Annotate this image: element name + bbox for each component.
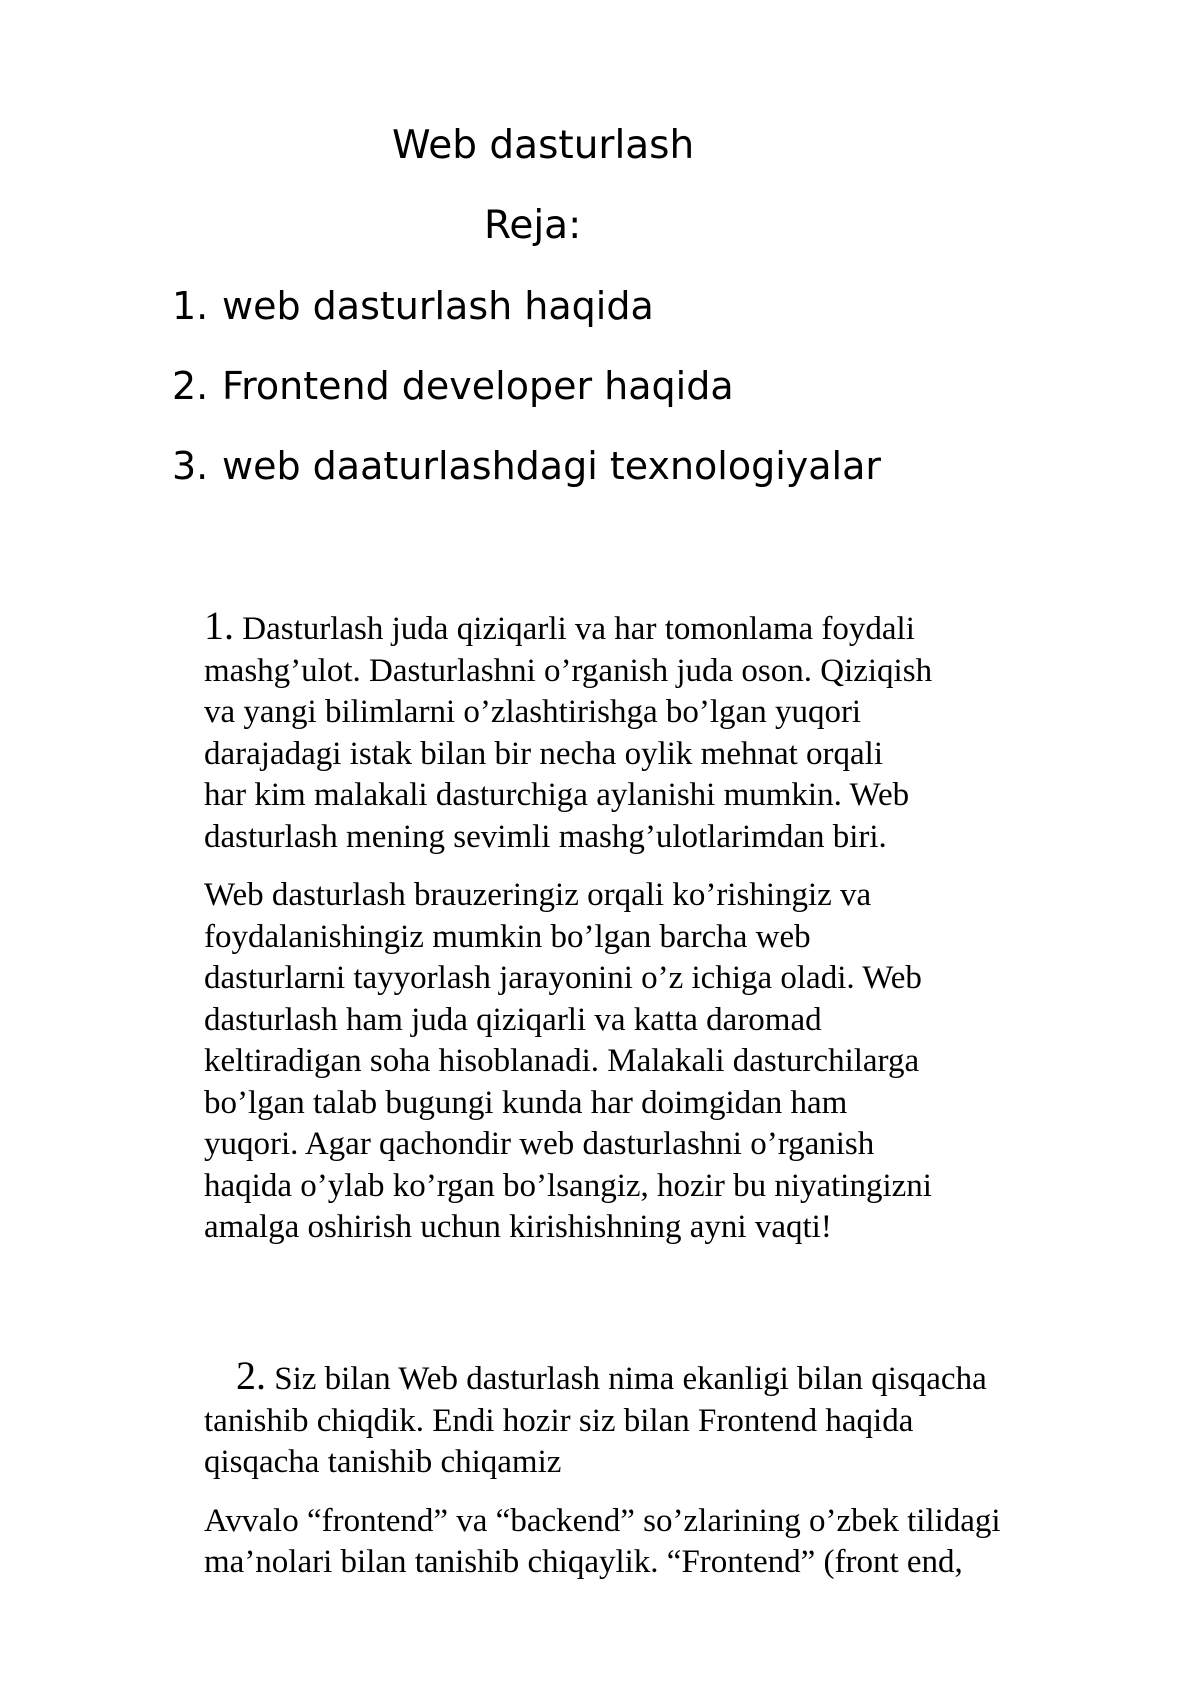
document-title: Web dasturlash <box>392 123 695 168</box>
text-line: dasturlash mening sevimli mashg’ulotlarimdan biri. <box>204 818 887 855</box>
text-line: tanishib chiqdik. Endi hozir siz bilan Frontend haqida <box>204 1402 914 1439</box>
plan-item-text: web daaturlashdagi texnologiyalar <box>222 444 882 488</box>
text-line: amalga oshirish uchun kirishishning ayni vaqti! <box>204 1209 832 1245</box>
text-line: keltiradigan soha hisoblanadi. Malakali dasturchilarga <box>204 1043 920 1079</box>
plan-item <box>172 444 881 524</box>
text-line: dasturlarni tayyorlash jarayonini o’z ichiga oladi. Web <box>204 960 922 996</box>
text-line: ma’nolari bilan tanishib chiqaylik. “Frontend” (front end, <box>204 1544 963 1580</box>
section-1 <box>204 605 1104 1249</box>
text-line: yuqori. Agar qachondir web dasturlashni o’rganish <box>204 1126 875 1162</box>
plan-heading: Reja: <box>484 203 582 248</box>
text-line: qisqacha tanishib chiqamiz <box>204 1444 562 1480</box>
plan-item-text: web dasturlash haqida <box>222 284 654 328</box>
section-1-paragraph-2 <box>204 875 1104 1249</box>
plan-item-number: 2. <box>172 364 209 408</box>
text-line: haqida o’ylab ko’rgan bo’lsangiz, hozir bu niyatingizni <box>204 1167 932 1204</box>
section-2-paragraph-2 <box>204 1501 1104 1584</box>
plan-item-text: Frontend developer haqida <box>222 364 734 408</box>
section-2-number: 2. <box>236 1353 266 1398</box>
section-2-paragraph-1 <box>204 1355 1104 1484</box>
plan-item <box>172 284 881 364</box>
text-line: darajadagi istak bilan bir necha oylik mehnat orqali <box>204 735 884 772</box>
text-line: 2. Siz bilan Web dasturlash nima ekanligi bilan qisqacha <box>236 1353 987 1398</box>
section-1-paragraph-1 <box>204 605 1104 858</box>
section-1-number: 1. <box>204 603 234 648</box>
text-line: Web dasturlash brauzeringiz orqali ko’rishingiz va <box>204 877 872 913</box>
text-line: 1. Dasturlash juda qiziqarli va har tomonlama foydali <box>204 603 915 648</box>
plan-list <box>172 284 881 524</box>
text-line: va yangi bilimlarni o’zlashtirishga bo’lgan yuqori <box>204 694 862 730</box>
text-line: foydalanishingiz mumkin bo’lgan barcha web <box>204 918 811 955</box>
section-2 <box>204 1355 1104 1584</box>
text-line: Avvalo “frontend” va “backend” so’zlarining o’zbek tilidagi <box>204 1502 1001 1539</box>
text-line: dasturlash ham juda qiziqarli va katta daromad <box>204 1001 822 1038</box>
text-line: bo’lgan talab bugungi kunda har doimgidan ham <box>204 1084 848 1121</box>
plan-item <box>172 364 881 444</box>
plan-item-number: 3. <box>172 444 209 488</box>
text-line: mashg’ulot. Dasturlashni o’rganish juda oson. Qiziqish <box>204 652 933 689</box>
text-line: har kim malakali dasturchiga aylanishi mumkin. Web <box>204 777 910 813</box>
plan-item-number: 1. <box>172 284 209 328</box>
